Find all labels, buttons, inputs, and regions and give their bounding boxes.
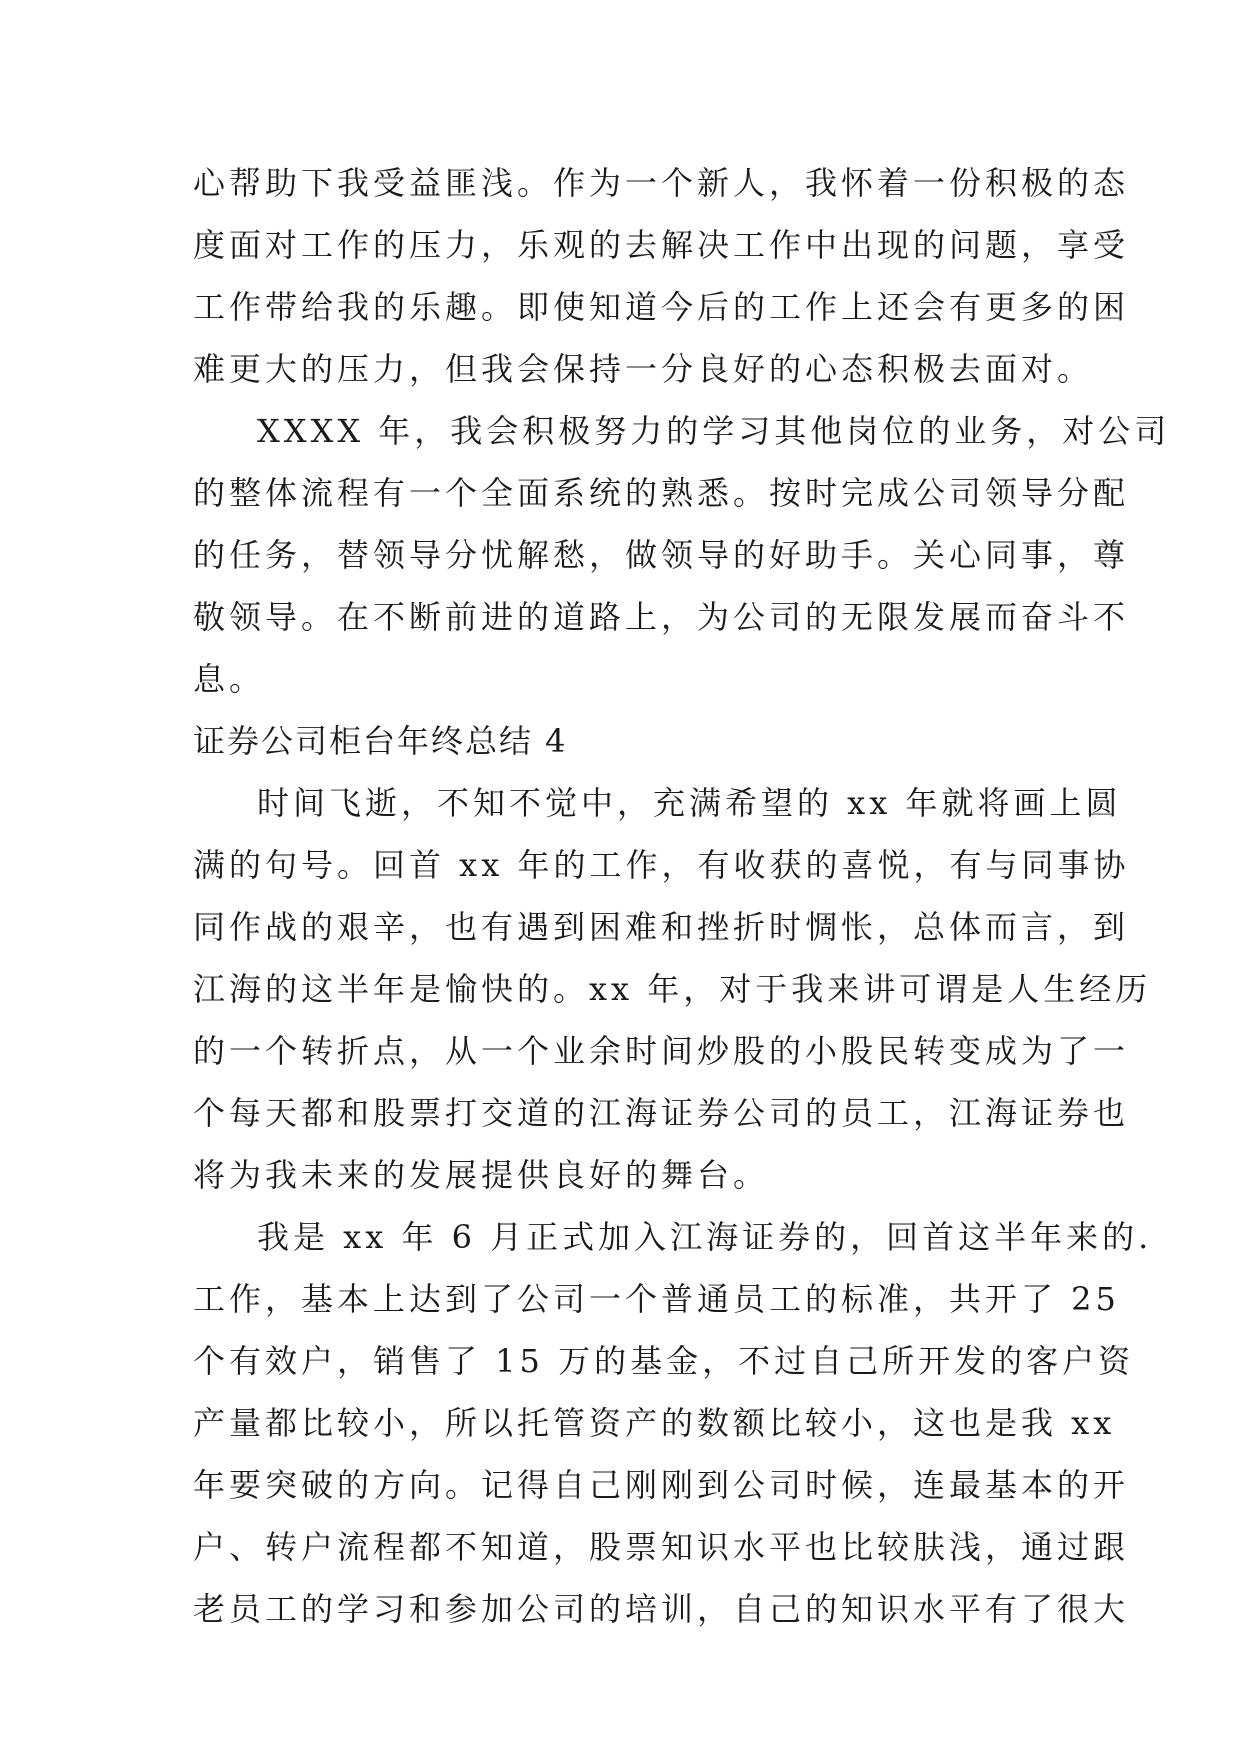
document-body: [193, 152, 1171, 1640]
text-line: XXXX 年，我会积极努力的学习其他岗位的业务，对公司: [257, 412, 1171, 450]
text-line: 我是 xx 年 6 月正式加入江海证券的，回首这半年来的.: [257, 1218, 1153, 1256]
text-line: 工作带给我的乐趣。即使知道今后的工作上还会有更多的困: [193, 288, 1130, 326]
text-line: 息。: [193, 660, 266, 698]
text-line: 满的句号。回首 xx 年的工作，有收获的喜悦，有与同事协: [193, 846, 1130, 884]
text-line: 的整体流程有一个全面系统的熟悉。按时完成公司领导分配: [193, 474, 1130, 512]
text-line: 的任务，替领导分忧解愁，做领导的好助手。关心同事，尊: [193, 536, 1130, 574]
text-line: 时间飞逝，不知不觉中，充满希望的 xx 年就将画上圆: [257, 784, 1122, 822]
text-line: 户、转户流程都不知道，股票知识水平也比较肤浅，通过跟: [193, 1528, 1130, 1566]
text-line: 个有效户，销售了 15 万的基金，不过自己所开发的客户资: [193, 1342, 1135, 1380]
text-line: 敬领导。在不断前进的道路上，为公司的无限发展而奋斗不: [193, 598, 1130, 636]
text-line: 年要突破的方向。记得自己刚刚到公司时候，连最基本的开: [193, 1466, 1130, 1504]
text-line: 江海的这半年是愉快的。xx 年，对于我来讲可谓是人生经历: [193, 970, 1152, 1008]
text-line: 产量都比较小，所以托管资产的数额比较小，这也是我 xx: [193, 1404, 1116, 1442]
text-line: 心帮助下我受益匪浅。作为一个新人，我怀着一份积极的态: [193, 164, 1130, 202]
text-line: 度面对工作的压力，乐观的去解决工作中出现的问题，享受: [193, 226, 1130, 264]
text-line: 将为我未来的发展提供良好的舞台。: [193, 1156, 770, 1194]
text-line: 难更大的压力，但我会保持一分良好的心态积极去面对。: [193, 350, 1094, 388]
text-line: 老员工的学习和参加公司的培训，自己的知识水平有了很大: [193, 1590, 1130, 1628]
section-heading: 证券公司柜台年终总结 4: [193, 722, 568, 760]
text-line: 的一个转折点，从一个业余时间炒股的小股民转变成为了一: [193, 1032, 1130, 1070]
text-line: 同作战的艰辛，也有遇到困难和挫折时惆怅，总体而言，到: [193, 908, 1130, 946]
text-line: 个每天都和股票打交道的江海证券公司的员工，江海证券也: [193, 1094, 1130, 1132]
text-line: 工作，基本上达到了公司一个普通员工的标准，共开了 25: [193, 1280, 1120, 1318]
